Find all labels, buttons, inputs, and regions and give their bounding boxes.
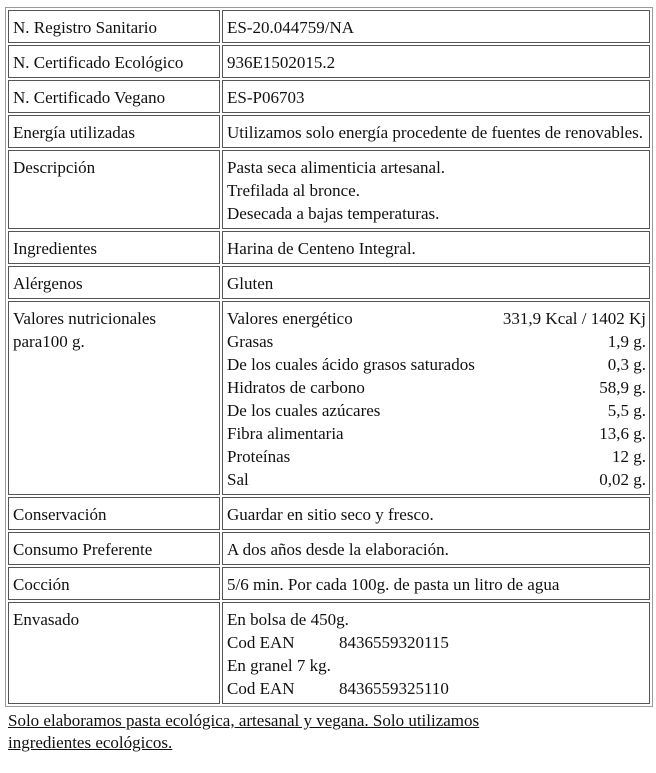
footer-note [5,710,568,754]
row-ingredientes [8,231,650,264]
nutrient-name: Valores energético [227,309,353,328]
row-conservacion [8,497,650,530]
nutrition-table [227,307,646,491]
label-certificado-vegano: N. Certificado Vegano [8,80,220,113]
ean-code: 8436559320115 [339,633,449,652]
value-ingredientes: Harina de Centeno Integral. [222,231,650,264]
nutrient-value: 0,02 g. [599,470,646,489]
row-certificado-ecologico [8,45,650,78]
descripcion-line: Trefilada al bronce. [227,181,360,200]
nutrient-name: Sal [227,470,249,489]
value-energia: Utilizamos solo energía procedente de fuentes de renovables. [222,115,650,148]
row-energia [8,115,650,148]
value-valores-nutricionales [222,301,650,495]
label-consumo-preferente: Consumo Preferente [8,532,220,565]
label-energia: Energía utilizadas [8,115,220,148]
nutrition-row [227,376,646,399]
value-certificado-ecologico: 936E1502015.2 [222,45,650,78]
nutrient-name: Hidratos de carbono [227,378,365,397]
row-consumo-preferente [8,532,650,565]
nutrition-row [227,468,646,491]
nutrition-row [227,422,646,445]
row-coccion [8,567,650,600]
row-descripcion [8,150,650,229]
label-envasado: Envasado [8,602,220,704]
row-valores-nutricionales [8,301,650,495]
nutrient-value: 13,6 g. [599,424,646,443]
ean-label: Cod EAN [227,679,295,698]
nutrient-value: 0,3 g. [607,355,646,374]
nutrient-name: Proteínas [227,447,291,466]
label-registro-sanitario: N. Registro Sanitario [8,10,220,43]
value-coccion: 5/6 min. Por cada 100g. de pasta un litro de agua [222,567,650,600]
label-conservacion: Conservación [8,497,220,530]
nutrition-row [227,445,646,468]
nutricion-label-line: Valores nutricionales [13,309,157,328]
envasado-granel: En granel 7 kg. [227,656,331,675]
nutrient-value: 5,5 g. [607,401,646,420]
nutrition-row [227,353,646,376]
descripcion-line: Desecada a bajas temperaturas. [227,204,440,223]
ean-line [227,677,646,700]
value-alergenos: Gluten [222,266,650,299]
label-valores-nutricionales [8,301,220,495]
value-certificado-vegano: ES-P06703 [222,80,650,113]
nutrient-value: 58,9 g. [599,378,646,397]
value-conservacion: Guardar en sitio seco y fresco. [222,497,650,530]
nutricion-label-line: para100 g. [13,332,85,351]
nutrient-name: De los cuales ácido grasos saturados [227,355,475,374]
descripcion-line: Pasta seca alimenticia artesanal. [227,158,446,177]
nutrient-value: 331,9 Kcal / 1402 Kj [502,309,646,328]
nutrient-value: 1,9 g. [607,332,646,351]
value-descripcion [222,150,650,229]
value-consumo-preferente: A dos años desde la elaboración. [222,532,650,565]
ean-line [227,631,646,654]
nutrition-row [227,307,646,330]
nutrition-row [227,399,646,422]
nutrient-value: 12 g. [612,447,646,466]
label-ingredientes: Ingredientes [8,231,220,264]
nutrient-name: Grasas [227,332,274,351]
nutrition-row [227,330,646,353]
row-certificado-vegano [8,80,650,113]
product-spec-sheet [5,7,653,754]
row-registro-sanitario [8,10,650,43]
envasado-bolsa: En bolsa de 450g. [227,610,349,629]
label-descripcion: Descripción [8,150,220,229]
row-alergenos [8,266,650,299]
ean-label: Cod EAN [227,633,295,652]
product-spec-table [5,7,653,707]
nutrient-name: Fibra alimentaria [227,424,344,443]
value-registro-sanitario: ES-20.044759/NA [222,10,650,43]
footer-line: Solo elaboramos pasta ecológica, artesanal y vegana. Solo utilizamos [8,711,480,730]
ean-code: 8436559325110 [339,679,449,698]
label-alergenos: Alérgenos [8,266,220,299]
label-certificado-ecologico: N. Certificado Ecológico [8,45,220,78]
row-envasado [8,602,650,704]
label-coccion: Cocción [8,567,220,600]
nutrient-name: De los cuales azúcares [227,401,381,420]
footer-line: ingredientes ecológicos. [8,733,173,752]
value-envasado [222,602,650,704]
